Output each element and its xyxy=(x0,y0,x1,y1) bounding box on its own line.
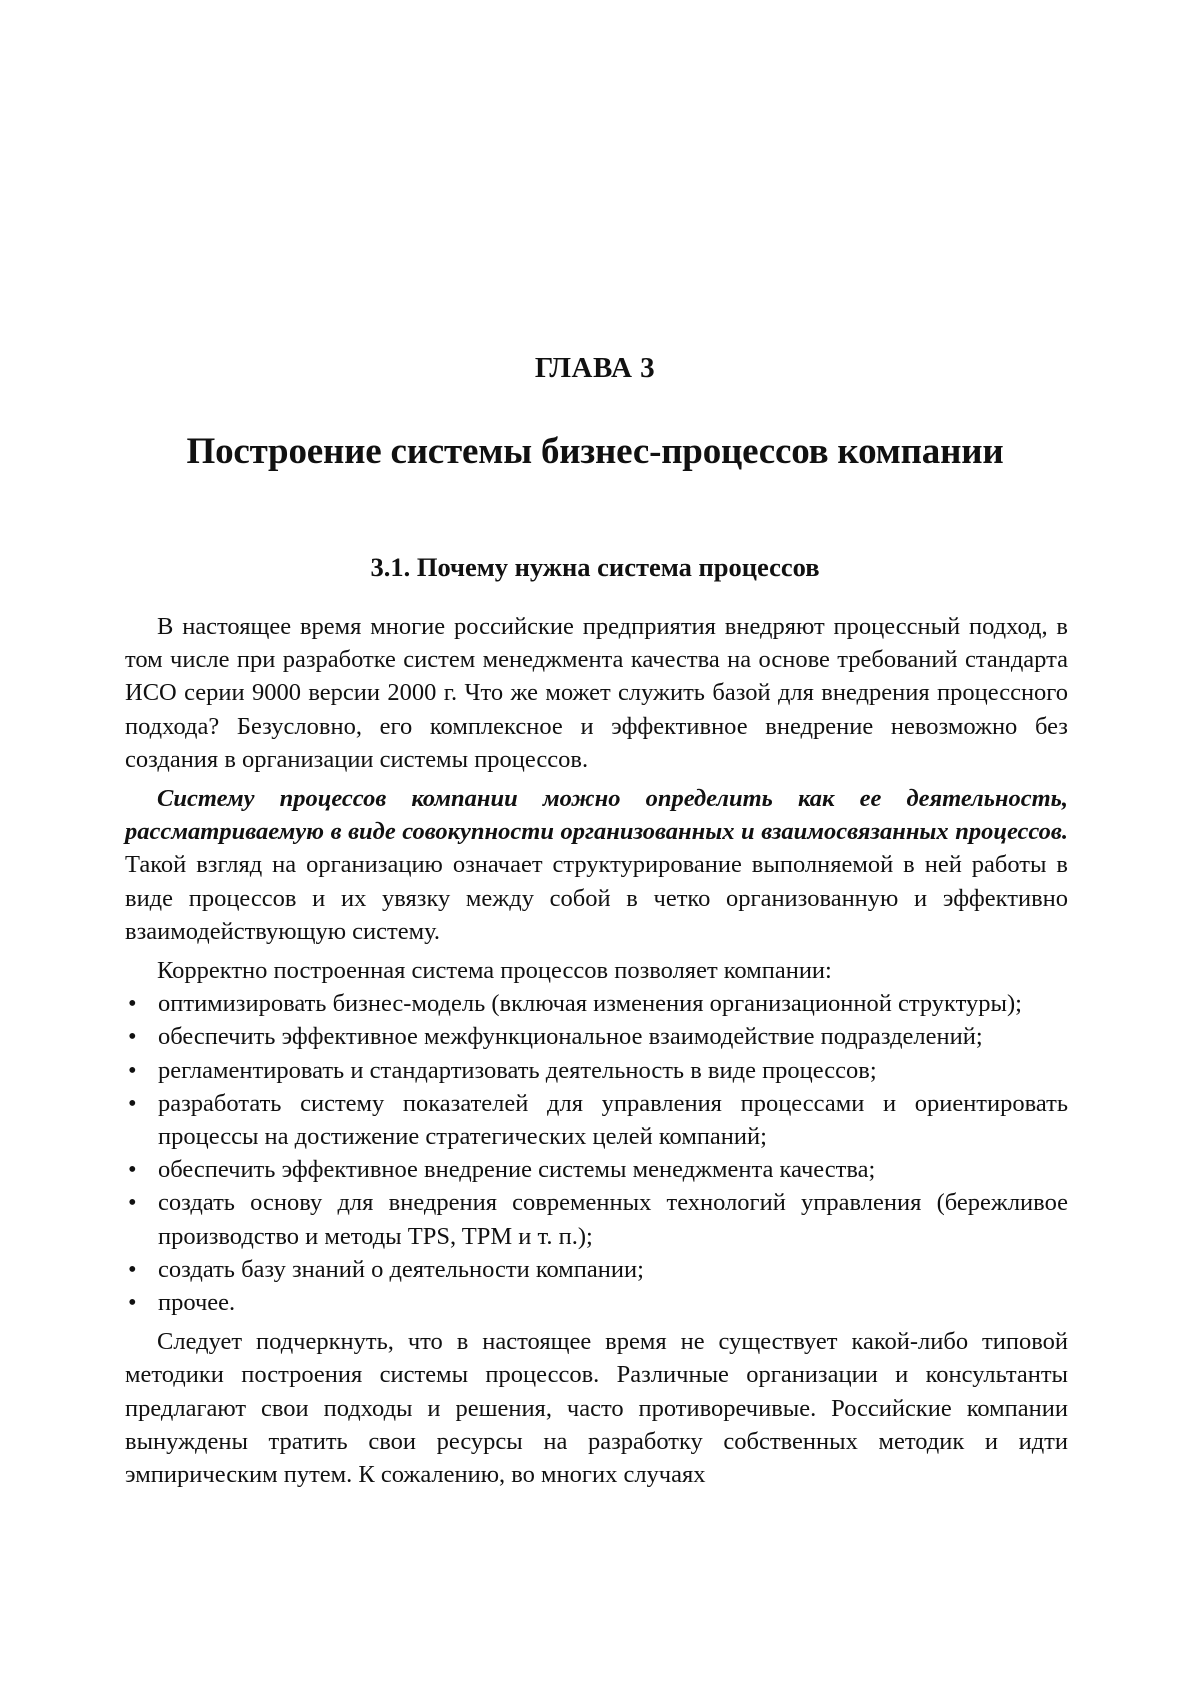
list-item xyxy=(125,1286,1068,1319)
list-item-text: создать базу знаний о деятельности компании; xyxy=(158,1255,644,1283)
bullet-icon: • xyxy=(128,990,137,1018)
chapter-label: ГЛАВА 3 xyxy=(534,352,656,384)
paragraph-list-lead: Корректно построенная система процессов позволяет компании: xyxy=(157,957,832,985)
definition-emphasis: Систему процессов компании можно определить как ее деятельность, рассматриваемую в виде совокупности организованных и взаимосвязанных процессов. xyxy=(125,785,1068,846)
list-item-text: создать основу для внедрения современных технологий управления (бережливое производство и методы TPS, TPM и т. п.); xyxy=(158,1189,1068,1250)
list-item-text: регламентировать и стандартизовать деятельность в виде процессов; xyxy=(158,1056,877,1084)
definition-rest: Такой взгляд на организацию означает структурирование выполняемой в ней работы в виде процессов и их увязку между собой в четко организованную и эффективно взаимодействующую систему. xyxy=(125,851,1068,945)
list-item-text: прочее. xyxy=(158,1289,236,1317)
list-item-text: оптимизировать бизнес-модель (включая изменения организационной структуры); xyxy=(158,990,1022,1018)
paragraph-intro: В настоящее время многие российские предприятия внедряют процессный подход, в том числе при разработке систем менеджмента качества на основе требований стандарта ИСО серии 9000 версии 2000 г. Что же может служить базой для внедрения процессного подхода? Безусловно, его комплексное и эффективное внедрение невозможно без создания в организации системы процессов. xyxy=(125,613,1068,773)
list-item xyxy=(125,1186,1068,1252)
list-item xyxy=(125,1087,1068,1153)
list-item-text: обеспечить эффективное межфункциональное взаимодействие подразделений; xyxy=(158,1023,983,1051)
bullet-icon: • xyxy=(128,1156,137,1184)
bullet-icon: • xyxy=(128,1189,137,1217)
list-item-text: разработать систему показателей для управления процессами и ориентировать процессы на достижение стратегических целей компаний; xyxy=(158,1089,1068,1151)
list-item xyxy=(125,1054,1068,1087)
list-item xyxy=(125,987,1068,1020)
body-text xyxy=(125,610,1068,1491)
benefits-list xyxy=(125,987,1068,1319)
bullet-icon: • xyxy=(128,1089,137,1117)
chapter-title: Построение системы бизнес-процессов компании xyxy=(186,431,1004,472)
bullet-icon: • xyxy=(128,1255,137,1283)
list-item xyxy=(125,1153,1068,1186)
list-item xyxy=(125,1020,1068,1053)
paragraph-conclusion: Следует подчеркнуть, что в настоящее время не существует какой-либо типовой методики построения системы процессов. Различные организации и консультанты предлагают свои подходы и решения, часто противоречивые. Российские компании вынуждены тратить свои ресурсы на разработку собственных методик и идти эмпирическим путем. К сожалению, во многих случаях xyxy=(125,1328,1068,1489)
list-item-text: обеспечить эффективное внедрение системы менеджмента качества; xyxy=(158,1156,876,1184)
list-item xyxy=(125,1253,1068,1286)
bullet-icon: • xyxy=(128,1289,137,1317)
paragraph-definition xyxy=(125,782,1068,948)
bullet-icon: • xyxy=(128,1023,137,1051)
bullet-icon: • xyxy=(128,1056,137,1084)
section-title: 3.1. Почему нужна система процессов xyxy=(370,552,820,582)
